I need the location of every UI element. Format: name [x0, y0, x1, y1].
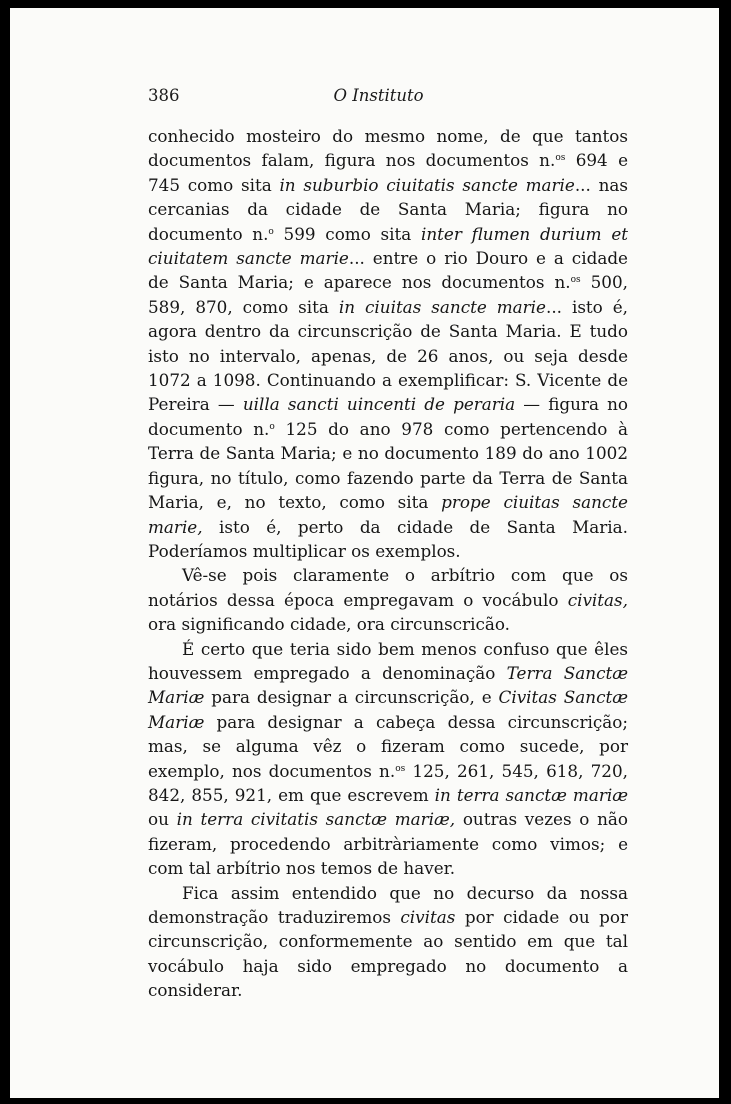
text-run: ora significando cidade, ora circunscricão. [148, 614, 511, 635]
text-run: ou [148, 809, 177, 830]
text-run: É certo que teria sido bem menos confuso que êles houvessem empregado a denominação [148, 638, 628, 683]
paragraph [148, 563, 628, 636]
paragraph [148, 881, 628, 1003]
latin-citation: civitas, [567, 589, 628, 610]
latin-citation: in suburbio ciuitatis sancte marie [279, 174, 575, 195]
page-number: 386 [148, 86, 180, 105]
text-run: ... isto é, agora dentro da circunscrição de Santa Maria. E tudo isto no intervalo, apenas, de 26 anos, ou seja desde 1072 a 1098. Continuando a exemplificar: S. Vicente de Pereira — [148, 296, 629, 415]
latin-citation: civitas [400, 907, 456, 927]
latin-citation: uilla sancti uincenti de peraria [242, 394, 516, 415]
latin-citation: inter flumen durium et ciuitatem sancte marie [148, 223, 628, 269]
latin-citation: in ciuitas sancte marie [338, 296, 546, 317]
superscript: os [395, 763, 406, 774]
superscript: os [570, 275, 581, 286]
superscript: os [555, 153, 566, 164]
running-title: O Instituto [333, 86, 424, 105]
text-run: 125, 261, 545, 618, 720, 842, 855, 921, em que escrevem [148, 760, 628, 805]
text-run: para designar a cabeça dessa circunscrição; mas, se alguma vêz o fizeram como sucede, por exemplo, nos documentos n. [148, 711, 628, 781]
text-run: por cidade ou por circunscrição, conformemente ao sentido em que tal vocábulo haja sido empregado no documento a considerar. [148, 907, 628, 1001]
text-run: Fica assim entendido que no decurso da nossa demonstração traduziremos [148, 882, 628, 927]
text-run: ... entre o rio Douro e a cidade de Santa Maria; e aparece nos documentos n. [148, 248, 628, 293]
text-run: ... nas cercanias da cidade de Santa Maria; figura no documento n. [148, 174, 628, 244]
superscript: o [269, 421, 275, 432]
latin-citation: prope ciuitas sancte marie, [148, 492, 628, 537]
text-run: 599 como sita [273, 223, 421, 244]
paragraph [148, 637, 628, 881]
text-run: isto é, perto da cidade de Santa Maria. Poderíamos multiplicar os exemplos. [148, 516, 628, 561]
text-run: para designar a circunscrição, e [204, 687, 499, 708]
book-page [10, 8, 719, 1098]
paragraph [148, 124, 628, 563]
text-run: 694 e 745 como sita [148, 150, 629, 195]
text-run: conhecido mosteiro do mesmo nome, de que tantos documentos falam, figura nos documentos n. [148, 126, 628, 171]
text-run: — figura no documento n. [148, 394, 629, 439]
text-run: outras vezes o não fizeram, procedendo arbitràriamente como vimos; e com tal arbítrio nos temos de haver. [148, 809, 629, 879]
body-text [148, 124, 628, 1003]
latin-citation: in terra civitatis sanctæ mariæ, [176, 809, 456, 830]
latin-citation: Civitas Sanctæ Mariæ [148, 687, 628, 732]
page-header [148, 86, 609, 108]
text-run: 500, 589, 870, como sita [148, 272, 628, 317]
latin-citation: in terra sanctæ mariæ [434, 784, 628, 805]
latin-citation: Terra Sanctæ Mariæ [148, 662, 628, 708]
text-run: Vê-se pois claramente o arbítrio com que os notários dessa época empregavam o vocábulo [148, 565, 628, 610]
superscript: o [268, 226, 274, 237]
text-run: 125 do ano 978 como pertencendo à Terra de Santa Maria; e no documento 189 do ano 1002 figura, no título, como fazendo parte da Terra de Santa Maria, e, no texto, como sita [148, 418, 628, 513]
